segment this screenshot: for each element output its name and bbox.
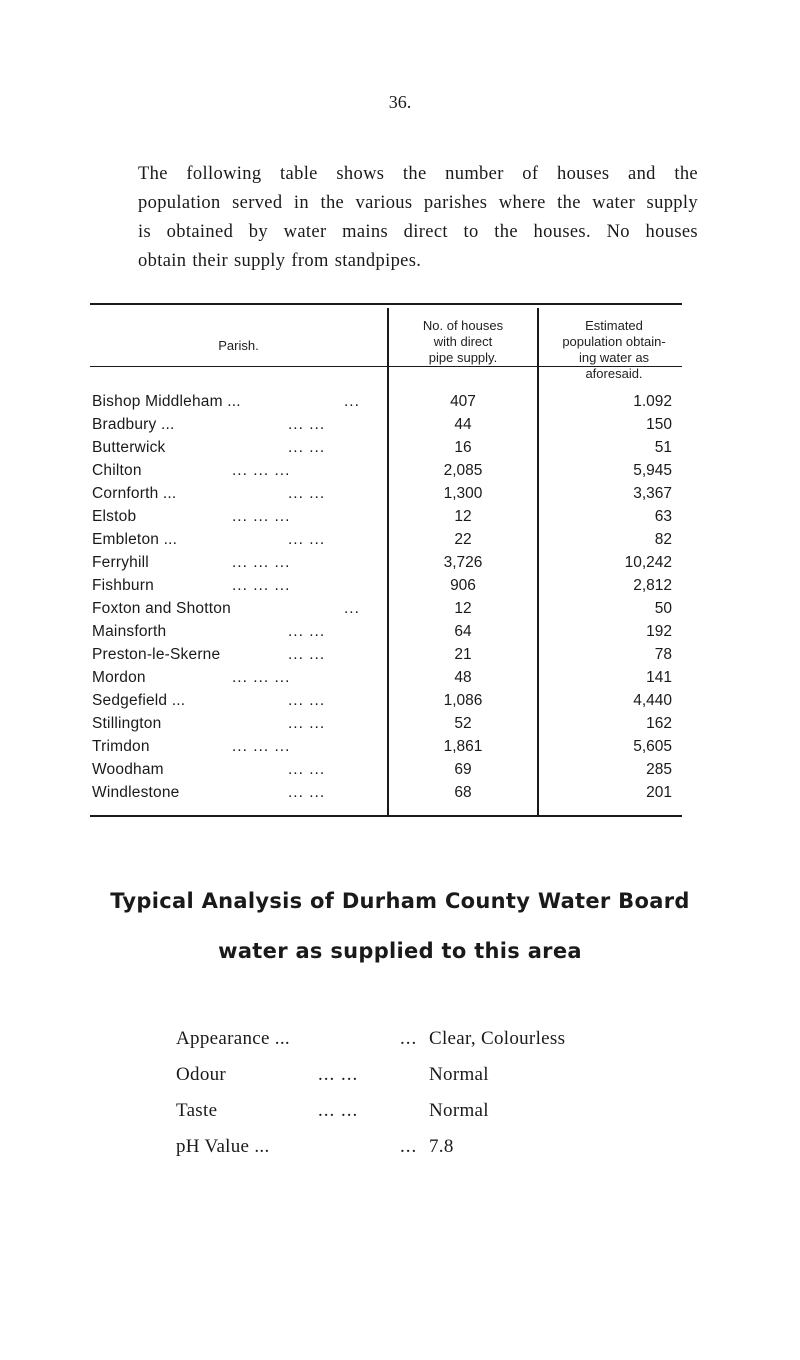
leader-dots: ...: [344, 600, 360, 617]
houses-count: 22: [454, 531, 472, 548]
table-bottom-rule: [90, 815, 682, 817]
intro-line: obtain their supply from standpipes.: [138, 251, 422, 271]
table-row: [0, 738, 800, 759]
houses-count: 1,300: [443, 485, 483, 502]
analysis-value: Clear, Colourless: [429, 1028, 566, 1049]
leader-dots: ... ...: [288, 646, 326, 663]
population-count: 192: [646, 623, 672, 640]
population-count: 10,242: [624, 554, 672, 571]
houses-count: 407: [450, 393, 476, 410]
page-number: 36.: [388, 92, 412, 112]
parish-name: Mainsforth: [92, 623, 167, 640]
analysis-label: Appearance ...: [176, 1028, 290, 1049]
analysis-label: pH Value ...: [176, 1136, 270, 1157]
houses-count: 2,085: [443, 462, 483, 479]
parish-name: Embleton ...: [92, 531, 178, 548]
population-count: 51: [654, 439, 672, 456]
leader-dots: ... ... ...: [232, 462, 291, 479]
population-count: 63: [654, 508, 672, 525]
parish-name: Preston-le-Skerne: [92, 646, 221, 663]
leader-dots: ...: [400, 1136, 418, 1157]
table-row: [0, 715, 800, 736]
parish-name: Trimdon: [92, 738, 150, 755]
houses-count: 44: [454, 416, 472, 433]
houses-count: 1,861: [443, 738, 483, 755]
table-row: [0, 485, 800, 506]
header-population-line: aforesaid.: [585, 366, 643, 381]
table-row: [0, 761, 800, 782]
houses-count: 16: [454, 439, 472, 456]
leader-dots: ... ...: [318, 1064, 359, 1085]
table-row: [0, 623, 800, 644]
parish-name: Bishop Middleham ...: [92, 393, 241, 410]
table-row: [0, 393, 800, 414]
table-row: [0, 692, 800, 713]
population-count: 5,605: [633, 738, 672, 755]
leader-dots: ... ...: [288, 692, 326, 709]
leader-dots: ... ... ...: [232, 669, 291, 686]
table-row: [0, 577, 800, 598]
houses-count: 1,086: [443, 692, 483, 709]
leader-dots: ... ... ...: [232, 554, 291, 571]
population-count: 50: [654, 600, 672, 617]
intro-line: is obtained by water mains direct to the houses. No houses: [138, 222, 698, 242]
houses-count: 906: [450, 577, 476, 594]
parish-name: Foxton and Shotton: [92, 600, 231, 617]
header-parish: Parish.: [218, 338, 259, 353]
population-count: 162: [646, 715, 672, 732]
houses-count: 12: [454, 600, 472, 617]
parish-name: Chilton: [92, 462, 142, 479]
houses-count: 68: [454, 784, 472, 801]
table-row: [0, 646, 800, 667]
population-count: 201: [646, 784, 672, 801]
table-row: [0, 600, 800, 621]
population-count: 285: [646, 761, 672, 778]
intro-line: population served in the various parishes where the water supply: [138, 193, 698, 213]
analysis-label: Odour: [176, 1064, 227, 1085]
leader-dots: ... ... ...: [232, 508, 291, 525]
houses-count: 48: [454, 669, 472, 686]
houses-count: 21: [454, 646, 472, 663]
leader-dots: ... ...: [288, 715, 326, 732]
population-count: 3,367: [633, 485, 672, 502]
table-row: [0, 669, 800, 690]
parish-name: Woodham: [92, 761, 164, 778]
header-houses-line: No. of houses: [422, 318, 504, 333]
leader-dots: ...: [344, 393, 360, 410]
population-count: 78: [654, 646, 672, 663]
table-row: [0, 531, 800, 552]
parish-name: Ferryhill: [92, 554, 149, 571]
parish-name: Sedgefield ...: [92, 692, 186, 709]
header-houses-line: with direct: [433, 334, 493, 349]
parish-name: Mordon: [92, 669, 146, 686]
parish-name: Fishburn: [92, 577, 154, 594]
analysis-value: Normal: [429, 1100, 489, 1121]
table-row: [0, 508, 800, 529]
houses-count: 12: [454, 508, 472, 525]
population-count: 1.092: [633, 393, 672, 410]
leader-dots: ... ... ...: [232, 738, 291, 755]
parish-name: Cornforth ...: [92, 485, 177, 502]
parish-name: Bradbury ...: [92, 416, 175, 433]
table-row: [0, 416, 800, 437]
intro-paragraph: [138, 160, 698, 276]
leader-dots: ... ...: [318, 1100, 359, 1121]
leader-dots: ...: [400, 1028, 418, 1049]
header-population-line: ing water as: [578, 350, 650, 365]
houses-count: 52: [454, 715, 472, 732]
table-row: [0, 439, 800, 460]
leader-dots: ... ...: [288, 623, 326, 640]
parish-name: Elstob: [92, 508, 137, 525]
analysis-label: Taste: [176, 1100, 218, 1121]
parish-name: Butterwick: [92, 439, 166, 456]
header-houses: [389, 318, 537, 366]
intro-line: The following table shows the number of houses and the: [138, 164, 698, 184]
parish-name: Windlestone: [92, 784, 180, 801]
houses-count: 64: [454, 623, 472, 640]
leader-dots: ... ...: [288, 416, 326, 433]
analysis-title-line: Typical Analysis of Durham County Water Board: [110, 889, 690, 913]
header-population: [539, 318, 689, 382]
analysis-value: 7.8: [429, 1136, 454, 1157]
leader-dots: ... ...: [288, 784, 326, 801]
population-count: 5,945: [633, 462, 672, 479]
houses-count: 69: [454, 761, 472, 778]
leader-dots: ... ...: [288, 485, 326, 502]
leader-dots: ... ...: [288, 531, 326, 548]
leader-dots: ... ...: [288, 439, 326, 456]
header-population-line: population obtain-: [562, 334, 666, 349]
table-row: [0, 784, 800, 805]
header-houses-line: pipe supply.: [428, 350, 498, 365]
table-row: [0, 554, 800, 575]
leader-dots: ... ... ...: [232, 577, 291, 594]
analysis-value: Normal: [429, 1064, 489, 1085]
parish-name: Stillington: [92, 715, 162, 732]
population-count: 82: [654, 531, 672, 548]
table-row: [0, 462, 800, 483]
population-count: 150: [646, 416, 672, 433]
leader-dots: ... ...: [288, 761, 326, 778]
population-count: 2,812: [633, 577, 672, 594]
analysis-title-line: water as supplied to this area: [218, 939, 582, 963]
table-top-rule: [90, 303, 682, 305]
population-count: 141: [646, 669, 672, 686]
houses-count: 3,726: [443, 554, 483, 571]
population-count: 4,440: [633, 692, 672, 709]
header-population-line: Estimated: [585, 318, 643, 333]
